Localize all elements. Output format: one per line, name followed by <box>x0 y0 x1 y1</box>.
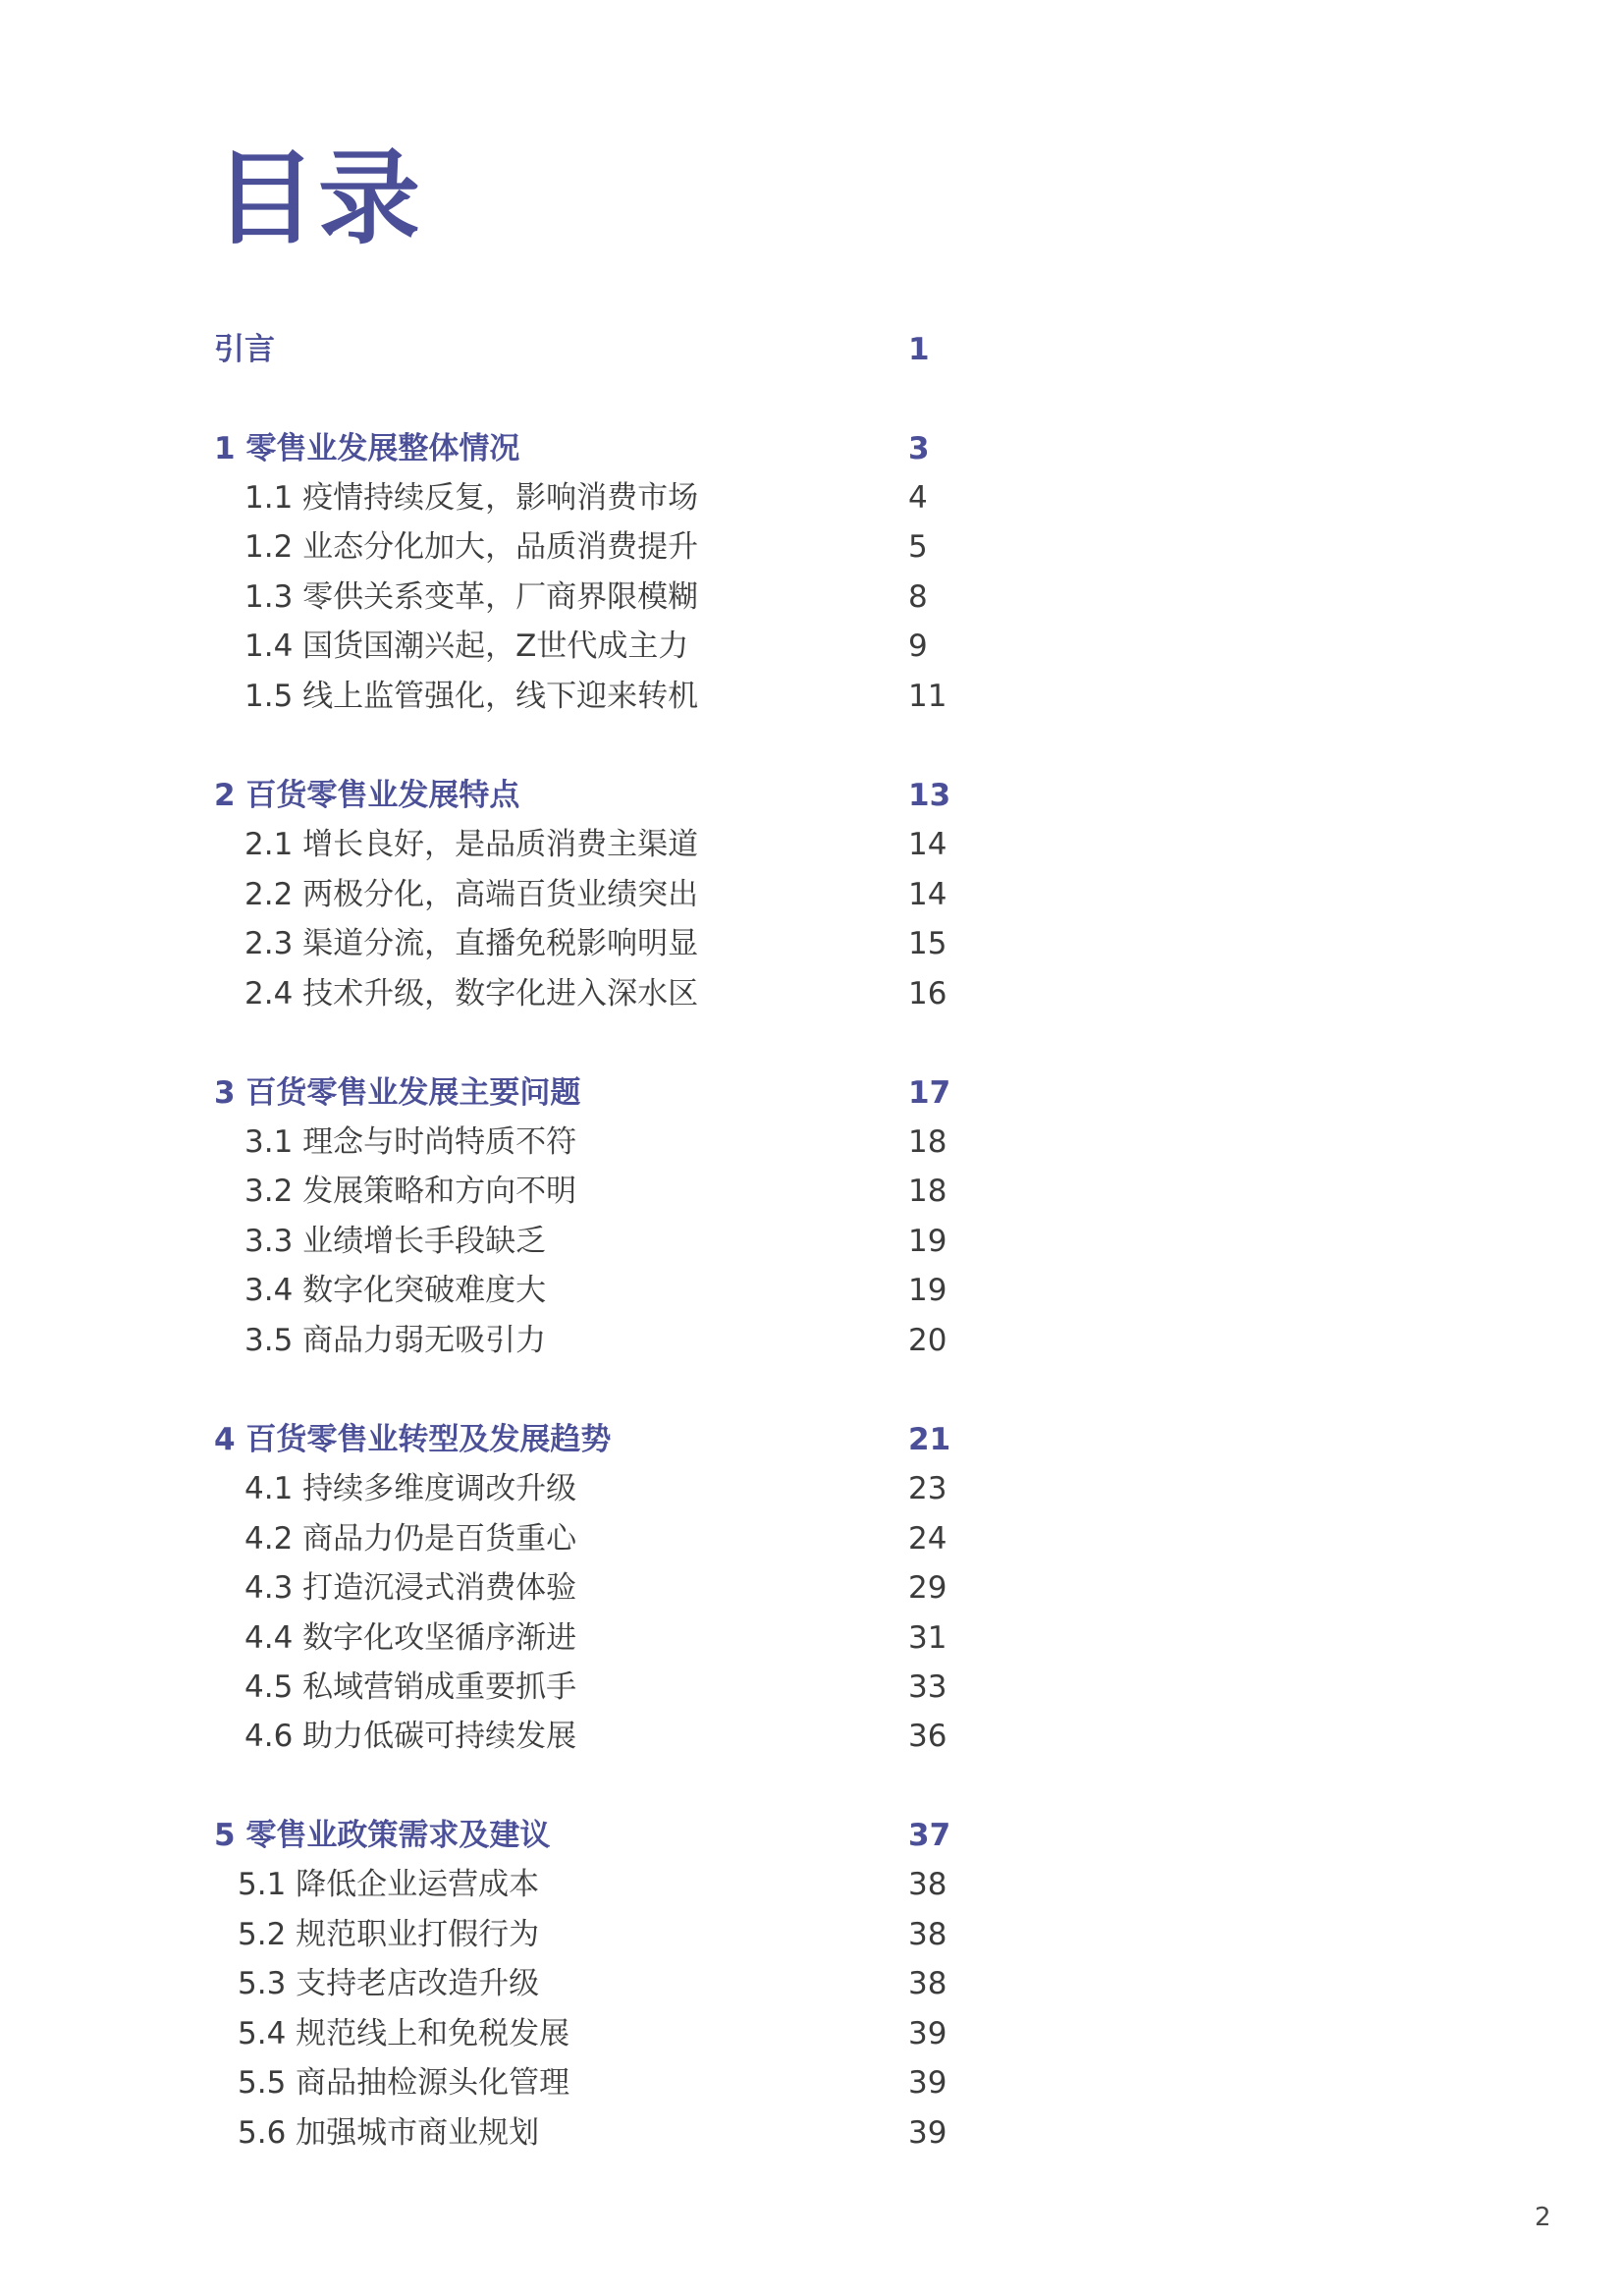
toc-subsection-page: 39 <box>908 2065 947 2101</box>
toc-subsection-label: 5.4 规范线上和免税发展 <box>238 2016 570 2051</box>
toc-section-5[interactable] <box>0 1811 1623 1860</box>
toc-entry-intro[interactable] <box>0 325 1623 374</box>
toc-subsection-4-6[interactable] <box>0 1712 1623 1761</box>
toc-section-label: 1 零售业发展整体情况 <box>214 431 520 466</box>
toc-subsection-label: 1.4 国货国潮兴起，Z世代成主力 <box>244 629 689 664</box>
toc-subsection-page: 19 <box>908 1273 947 1308</box>
toc-subsection-page: 38 <box>908 1917 947 1952</box>
toc-subsection-1-3[interactable] <box>0 573 1623 622</box>
toc-section-label: 4 百货零售业转型及发展趋势 <box>214 1422 612 1457</box>
toc-subsection-1-2[interactable] <box>0 522 1623 572</box>
toc-subsection-label: 1.5 线上监管强化，线下迎来转机 <box>244 679 699 714</box>
toc-subsection-page: 20 <box>908 1323 947 1358</box>
toc-subsection-page: 11 <box>908 679 947 714</box>
toc-section-page: 21 <box>908 1422 951 1457</box>
toc-subsection-1-4[interactable] <box>0 622 1623 671</box>
toc-subsection-label: 2.1 增长良好，是品质消费主渠道 <box>244 827 699 862</box>
toc-section-4[interactable] <box>0 1415 1623 1464</box>
toc-section-page: 37 <box>908 1818 951 1853</box>
toc-subsection-3-3[interactable] <box>0 1217 1623 1266</box>
toc-subsection-4-5[interactable] <box>0 1663 1623 1712</box>
toc-subsection-page: 8 <box>908 579 928 615</box>
toc-subsection-page: 29 <box>908 1570 947 1606</box>
toc-subsection-label: 2.2 两极分化，高端百货业绩突出 <box>244 877 699 912</box>
toc-subsection-1-1[interactable] <box>0 473 1623 522</box>
toc-section-label: 5 零售业政策需求及建议 <box>214 1818 551 1853</box>
toc-section-page: 17 <box>908 1075 951 1111</box>
toc-subsection-3-5[interactable] <box>0 1316 1623 1365</box>
toc-subsection-page: 16 <box>908 976 947 1011</box>
toc-section-label: 3 百货零售业发展主要问题 <box>214 1075 581 1111</box>
toc-section-page: 13 <box>908 778 951 813</box>
page-title: 目录 <box>214 138 423 258</box>
toc-subsection-label: 5.3 支持老店改造升级 <box>238 1966 540 2001</box>
toc-subsection-label: 5.2 规范职业打假行为 <box>238 1917 540 1952</box>
toc-subsection-page: 18 <box>908 1174 947 1209</box>
toc-subsection-5-6[interactable] <box>0 2108 1623 2158</box>
toc-subsection-label: 4.6 助力低碳可持续发展 <box>244 1719 577 1754</box>
toc-subsection-5-1[interactable] <box>0 1860 1623 1909</box>
toc-subsection-page: 15 <box>908 926 947 961</box>
toc-subsection-page: 36 <box>908 1719 947 1754</box>
toc-subsection-page: 9 <box>908 629 928 664</box>
toc-section-2[interactable] <box>0 771 1623 820</box>
toc-subsection-label: 5.1 降低企业运营成本 <box>238 1867 540 1902</box>
toc-subsection-3-2[interactable] <box>0 1167 1623 1216</box>
toc-section-label: 2 百货零售业发展特点 <box>214 778 520 813</box>
toc-entry-page: 1 <box>908 332 930 367</box>
toc-subsection-2-2[interactable] <box>0 870 1623 919</box>
toc-subsection-2-1[interactable] <box>0 820 1623 869</box>
toc-subsection-1-5[interactable] <box>0 672 1623 721</box>
toc-subsection-page: 19 <box>908 1224 947 1259</box>
toc-subsection-page: 18 <box>908 1124 947 1160</box>
toc-subsection-label: 3.5 商品力弱无吸引力 <box>244 1323 547 1358</box>
page-number: 2 <box>1535 2203 1551 2232</box>
toc-subsection-page: 14 <box>908 877 947 912</box>
toc-subsection-5-5[interactable] <box>0 2058 1623 2107</box>
toc-subsection-page: 23 <box>908 1471 947 1506</box>
toc-subsection-label: 5.6 加强城市商业规划 <box>238 2115 540 2151</box>
toc-subsection-3-1[interactable] <box>0 1118 1623 1167</box>
toc-subsection-page: 38 <box>908 1966 947 2001</box>
toc-subsection-page: 39 <box>908 2115 947 2151</box>
toc-subsection-label: 1.2 业态分化加大，品质消费提升 <box>244 529 699 565</box>
toc-subsection-label: 2.3 渠道分流，直播免税影响明显 <box>244 926 699 961</box>
toc-subsection-3-4[interactable] <box>0 1266 1623 1315</box>
toc-subsection-label: 1.1 疫情持续反复，影响消费市场 <box>244 480 699 516</box>
toc-subsection-page: 14 <box>908 827 947 862</box>
toc-subsection-page: 38 <box>908 1867 947 1902</box>
toc-subsection-page: 39 <box>908 2016 947 2051</box>
toc-subsection-label: 1.3 零供关系变革，厂商界限模糊 <box>244 579 699 615</box>
toc-subsection-page: 33 <box>908 1669 947 1705</box>
toc-subsection-label: 2.4 技术升级，数字化进入深水区 <box>244 976 699 1011</box>
toc-subsection-4-3[interactable] <box>0 1563 1623 1613</box>
toc-subsection-4-2[interactable] <box>0 1514 1623 1563</box>
toc-subsection-label: 4.2 商品力仍是百货重心 <box>244 1521 577 1557</box>
toc-subsection-5-4[interactable] <box>0 2009 1623 2058</box>
toc-subsection-label: 5.5 商品抽检源头化管理 <box>238 2065 570 2101</box>
toc-subsection-4-4[interactable] <box>0 1613 1623 1663</box>
toc-subsection-label: 3.4 数字化突破难度大 <box>244 1273 547 1308</box>
toc-subsection-label: 4.3 打造沉浸式消费体验 <box>244 1570 577 1606</box>
toc-subsection-page: 4 <box>908 480 928 516</box>
toc-section-3[interactable] <box>0 1068 1623 1118</box>
toc-subsection-label: 4.5 私域营销成重要抓手 <box>244 1669 577 1705</box>
toc-subsection-label: 3.1 理念与时尚特质不符 <box>244 1124 577 1160</box>
toc-section-1[interactable] <box>0 424 1623 473</box>
toc-subsection-5-3[interactable] <box>0 1959 1623 2008</box>
toc-subsection-4-1[interactable] <box>0 1464 1623 1513</box>
toc-subsection-label: 3.3 业绩增长手段缺乏 <box>244 1224 547 1259</box>
toc-subsection-2-3[interactable] <box>0 919 1623 968</box>
toc-subsection-label: 3.2 发展策略和方向不明 <box>244 1174 577 1209</box>
toc-subsection-label: 4.1 持续多维度调改升级 <box>244 1471 577 1506</box>
toc-subsection-page: 24 <box>908 1521 947 1557</box>
toc-subsection-page: 31 <box>908 1620 947 1656</box>
toc-subsection-page: 5 <box>908 529 928 565</box>
toc-section-page: 3 <box>908 431 930 466</box>
toc-subsection-5-2[interactable] <box>0 1910 1623 1959</box>
toc-entry-label: 引言 <box>214 332 275 367</box>
toc-subsection-label: 4.4 数字化攻坚循序渐进 <box>244 1620 577 1656</box>
toc-subsection-2-4[interactable] <box>0 969 1623 1018</box>
